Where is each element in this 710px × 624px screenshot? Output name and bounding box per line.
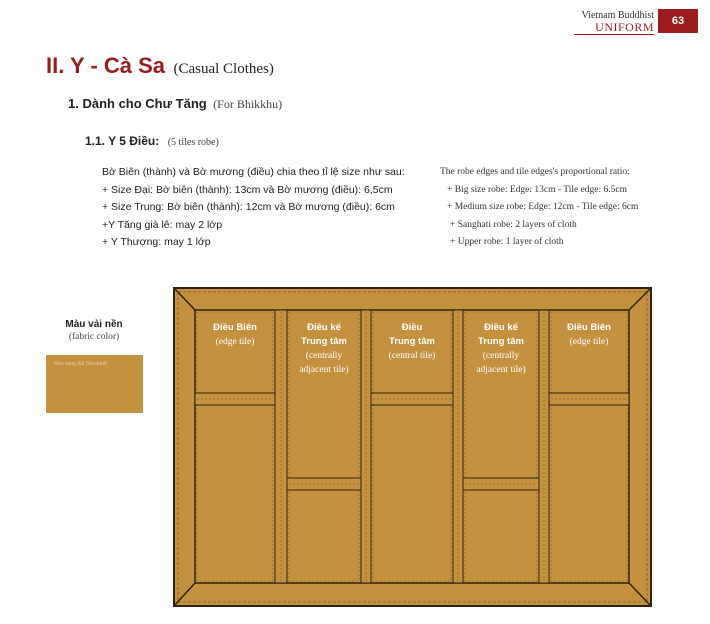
tile-name-line: Trung tâm [389, 336, 435, 347]
tile-name-line: Điều Biên [213, 322, 257, 333]
en-line: The robe edges and tile edges's proportional ratio: [440, 167, 630, 177]
tile-name-line: Trung tâm [478, 336, 524, 347]
en-line: + Sanghati robe: 2 layers of cloth [450, 219, 577, 230]
tile-english-line: adjacent tile) [476, 365, 526, 375]
tile-divider-strip [361, 310, 371, 583]
fabric-label-en: (fabric color) [68, 332, 120, 342]
tile-label-edge-right [549, 321, 629, 349]
tile-english-line: adjacent tile) [299, 365, 349, 375]
tile-name-line: Điều [401, 322, 423, 333]
brand-bottom-text: UNIFORM [595, 20, 654, 34]
fabric-label-vi: Màu vải nền [65, 319, 123, 330]
tile-divider-strip [453, 310, 463, 583]
vi-line: + Y Thượng: may 1 lớp [102, 236, 211, 248]
vi-line: + Size Trung: Bờ biên (thành): 12cm và Bờ mương (điều): 6cm [102, 201, 395, 213]
subsection-title-en: (For Bhikkhu) [213, 97, 283, 111]
swatch-caption: Màu vàng đất (Mustard) [54, 361, 108, 367]
tile-english-line: (edge tile) [569, 337, 609, 347]
vi-line: + Size Đại: Bờ biên (thành): 13cm và Bờ mương (điều): 6,5cm [102, 183, 393, 196]
vi-line: Bờ Biên (thành) và Bờ mương (điều) chia theo tỉ lệ size như sau: [102, 166, 405, 178]
vi-line: +Y Tăng già lê: may 2 lớp [102, 218, 223, 231]
tile-name-line: Điều Biên [567, 322, 611, 333]
tile-english-line: (centrally [305, 351, 343, 361]
tile-cross-band [371, 393, 453, 405]
section-title-vi: II. Y - Cà Sa [46, 53, 166, 78]
brand-top-text: Vietnam Buddhist [581, 10, 654, 21]
tile-name-line: Điều kế [484, 322, 518, 333]
tile-label-central [371, 321, 453, 363]
section-title-en: (Casual Clothes) [173, 61, 274, 77]
subsection-title-vi: 1. Dành cho Chư Tăng [68, 96, 207, 111]
tile-english-line: (centrally [482, 351, 520, 361]
en-line: + Upper robe: 1 layer of cloth [450, 237, 564, 247]
subsubsection-title-en: (5 tiles robe) [167, 137, 219, 148]
tile-divider-strip [539, 310, 549, 583]
tile-english-line: (central tile) [388, 351, 436, 361]
tile-english-line: (edge tile) [215, 337, 255, 347]
tile-name-line: Điều kế [307, 322, 341, 333]
tile-name-line: Trung tâm [301, 336, 347, 347]
tile-label-adjacent-right [463, 321, 539, 377]
tile-divider-strip [275, 310, 287, 583]
subsubsection-title-vi: 1.1. Y 5 Điều: [85, 134, 160, 148]
en-line: + Big size robe: Edge: 13cm - Tile edge: 6.5cm [447, 184, 628, 195]
tile-label-edge-left [195, 321, 275, 349]
page-number-badge: 63 [658, 9, 698, 33]
en-line: + Medium size robe: Edge: 12cm - Tile edge: 6cm [447, 202, 639, 212]
tile-label-adjacent-left [287, 321, 361, 377]
